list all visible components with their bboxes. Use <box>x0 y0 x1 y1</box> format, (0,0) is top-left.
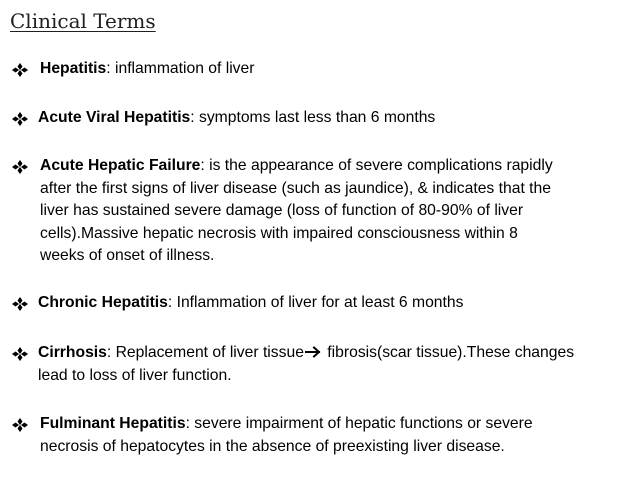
term-label: Fulminant Hepatitis <box>40 415 186 432</box>
diamond-bullet-icon <box>12 292 32 315</box>
list-item-line: lead to loss of liver function. <box>38 366 232 384</box>
term-label: Acute Hepatic Failure <box>40 157 201 174</box>
list-item <box>12 292 634 315</box>
term-definition: : Replacement of liver tissue <box>106 344 304 361</box>
term-definition: : Inflammation of liver for at least 6 months <box>167 294 464 311</box>
list-item-line <box>40 413 634 436</box>
list-item-line <box>40 58 634 81</box>
list-item <box>12 342 634 387</box>
diamond-bullet-icon <box>12 107 32 130</box>
list-item-line <box>40 155 634 178</box>
list-item-line <box>38 107 634 130</box>
slide-title: Clinical Terms <box>10 9 156 33</box>
list-item-line <box>38 292 634 315</box>
list-item-line: liver has sustained severe damage (loss of function of 80-90% of liver <box>40 202 524 220</box>
diamond-bullet-icon <box>12 155 32 178</box>
term-label: Acute Viral Hepatitis <box>38 109 191 126</box>
list-item <box>12 107 634 130</box>
term-label: Hepatitis <box>40 60 107 77</box>
list-item-line: cells).Massive hepatic necrosis with impaired consciousness within 8 <box>40 224 518 242</box>
term-label: Chronic Hepatitis <box>38 294 168 311</box>
term-definition: : inflammation of liver <box>106 60 255 77</box>
list-item-line: after the first signs of liver disease (such as jaundice), & indicates that the <box>40 179 551 197</box>
right-arrow-icon <box>305 346 322 358</box>
list-item-text <box>12 107 634 130</box>
term-definition: : is the appearance of severe complications rapidly <box>200 157 553 174</box>
list-item <box>12 58 634 81</box>
list-item-line <box>38 342 634 365</box>
term-definition: : severe impairment of hepatic functions or severe <box>185 415 533 432</box>
list-item-text <box>12 155 634 268</box>
list-item-text <box>12 292 634 315</box>
diamond-bullet-icon <box>12 58 32 81</box>
list-item-text <box>12 58 634 81</box>
diamond-bullet-icon <box>12 342 32 365</box>
list-item-line: weeks of onset of illness. <box>40 247 215 265</box>
list-item-line: necrosis of hepatocytes in the absence of preexisting liver disease. <box>40 437 505 455</box>
term-label: Cirrhosis <box>38 344 107 361</box>
list-item-text <box>12 413 634 458</box>
diamond-bullet-icon <box>12 413 32 436</box>
list-item <box>12 413 634 458</box>
term-definition-continued: fibrosis(scar tissue).These changes <box>322 344 575 361</box>
list-item <box>12 155 634 268</box>
list-item-text <box>12 342 634 387</box>
term-definition: : symptoms last less than 6 months <box>190 109 436 126</box>
